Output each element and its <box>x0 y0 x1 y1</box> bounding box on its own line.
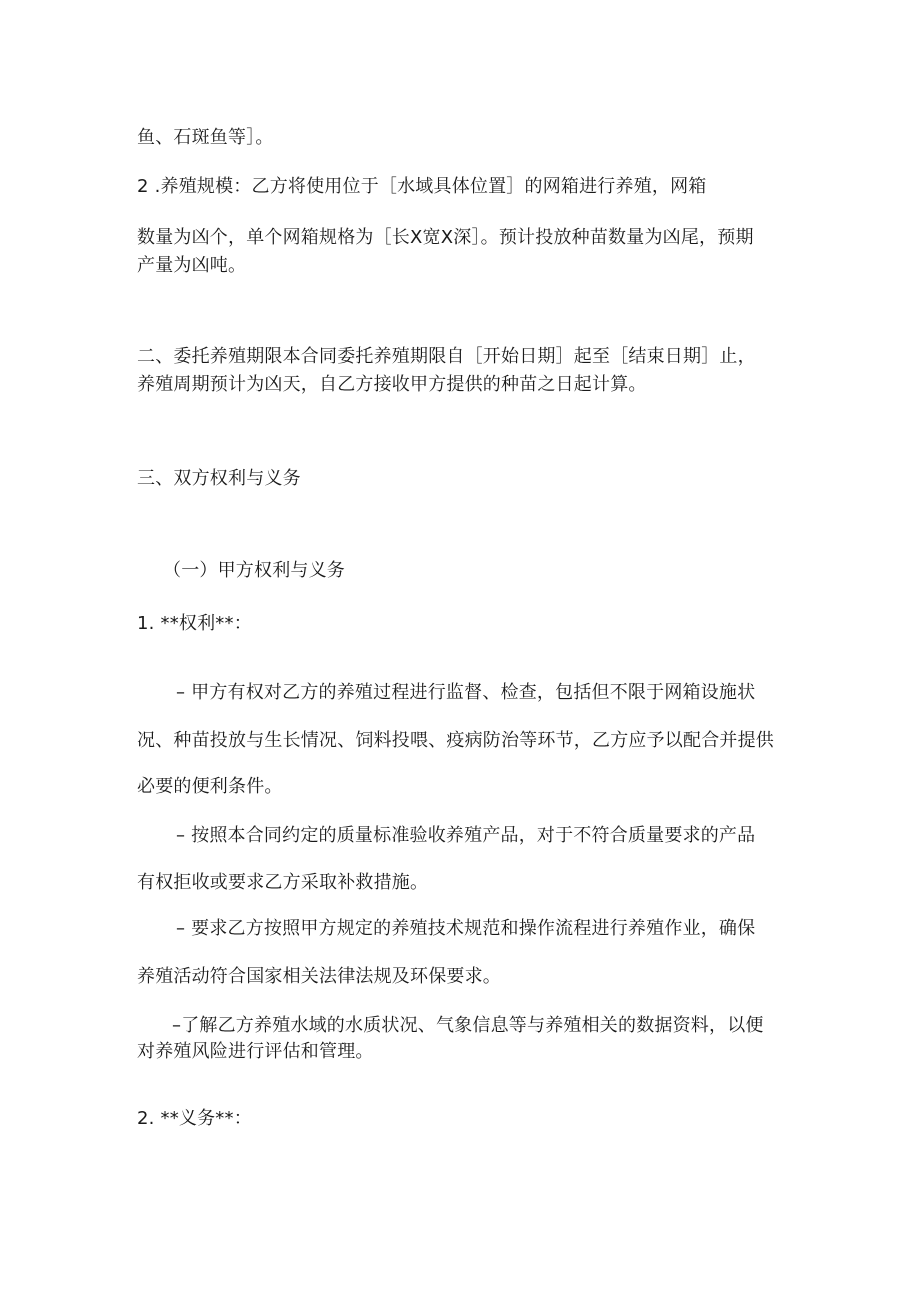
text-line: 产量为凶吨。 <box>137 255 247 276</box>
text-line: 养殖周期预计为凶天，自乙方接收甲方提供的种苗之日起计算。 <box>137 374 647 395</box>
subsection-heading: （一）甲方权利与义务 <box>163 560 345 581</box>
text-line: 况、种苗投放与生长情况、饲料投喂、疫病防治等环节，乙方应予以配合并提供 <box>137 730 774 751</box>
text-line: 对养殖风险进行评估和管理。 <box>137 1041 374 1062</box>
text-line: 必要的便利条件。 <box>137 776 283 797</box>
text-line: 2 .养殖规模：乙方将使用位于［水域具体位置］的网箱进行养殖，网箱 <box>137 176 707 197</box>
list-item-heading: 2. **义务**： <box>137 1108 252 1129</box>
text-line: 二、委托养殖期限本合同委托养殖期限自［开始日期］起至［结束日期］止， <box>137 346 756 367</box>
text-line: 数量为凶个，单个网箱规格为［长X宽X深］。预计投放种苗数量为凶尾，预期 <box>137 227 754 248</box>
text-line: – 按照本合同约定的质量标准验收养殖产品，对于不符合质量要求的产品 <box>176 825 756 846</box>
text-line: – 要求乙方按照甲方规定的养殖技术规范和操作流程进行养殖作业，确保 <box>176 918 756 939</box>
text-line: 鱼、石斑鱼等］。 <box>137 127 274 148</box>
text-line: 有权拒收或要求乙方采取补救措施。 <box>137 872 429 893</box>
text-line: 养殖活动符合国家相关法律法规及环保要求。 <box>137 966 501 987</box>
section-heading: 三、双方权利与义务 <box>137 468 301 489</box>
text-line: – 甲方有权对乙方的养殖过程进行监督、检查，包括但不限于网箱设施状 <box>176 682 756 703</box>
list-item-heading: 1. **权利**： <box>137 613 252 634</box>
text-line: –了解乙方养殖水域的水质状况、气象信息等与养殖相关的数据资料，以便 <box>172 1015 764 1036</box>
